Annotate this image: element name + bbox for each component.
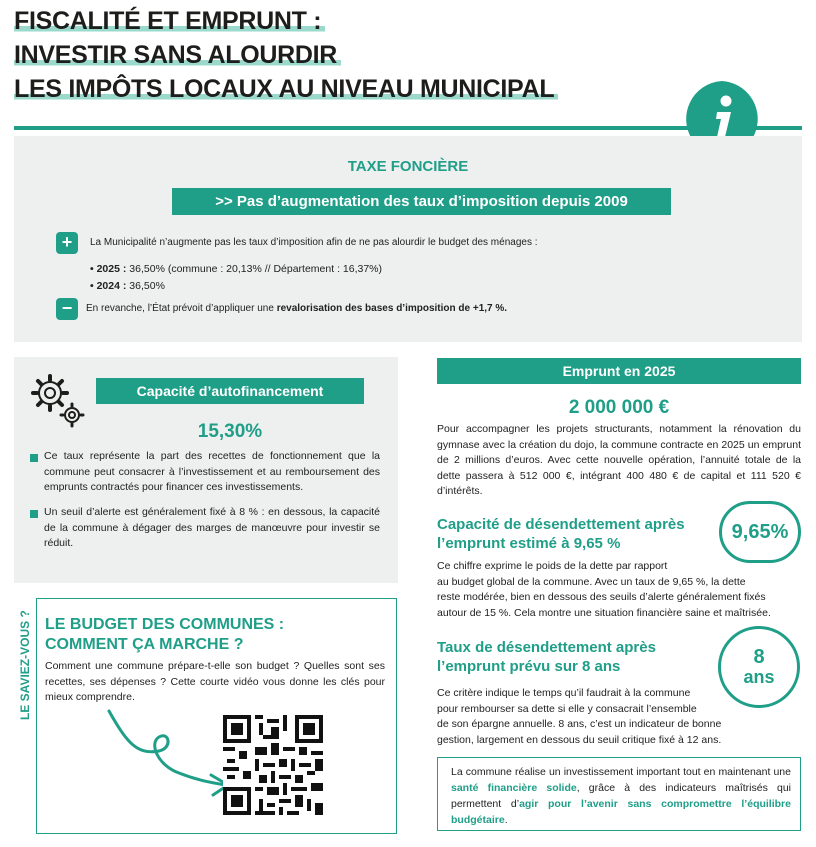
caf-value: 15,30%	[197, 421, 263, 442]
conclusion-text: La commune réalise un investissement important tout en maintenant une santé financière solide, grâce à des indicateurs maîtrisés qui permettent d’agir pour l’avenir sans compromettre l’équilibre budgétaire.	[451, 766, 791, 826]
capacite-title: Capacité de désendettement après l’emprunt estimé à 9,65 %	[437, 516, 685, 552]
svg-text:LE SAVIEZ-VOUS ?: LE SAVIEZ-VOUS ?	[18, 610, 32, 720]
tax-section	[14, 136, 802, 342]
taux-badge: 8 ans	[718, 626, 800, 708]
qr-code[interactable]	[223, 715, 323, 815]
tax-minus-text: En revanche, l’État prévoit d’appliquer une revalorisation des bases d’imposition de +1,7 %.	[86, 303, 508, 314]
bullet-marker	[30, 454, 38, 462]
budget-box	[36, 598, 397, 834]
title-line-2: INVESTIR SANS ALOURDIR	[14, 42, 341, 68]
capacite-text: Ce chiffre exprime le poids de la dette par rapport au budget global de la commune. Avec un taux de 9,65 %, la dette reste modérée, bien en dessous des seuils d’alerte généralement fixés autour de 15 %. Cela montre une situation financière saine et maîtrisée.	[437, 560, 771, 619]
plus-icon: +	[56, 232, 78, 254]
caf-title: Capacité d’autofinancement	[96, 378, 364, 404]
conclusion-box	[437, 757, 801, 831]
revalorisation-text: revalorisation des bases d’imposition de +1,7 %.	[276, 303, 508, 314]
gears-icon	[28, 371, 86, 429]
taux-title: Taux de désendettement après l’emprunt prévu sur 8 ans	[437, 639, 656, 675]
tax-plus-text: La Municipalité n’augmente pas les taux d’imposition afin de ne pas alourdir le budget des ménages :	[90, 237, 538, 248]
title-line-3: LES IMPÔTS LOCAUX AU NIVEAU MUNICIPAL	[14, 76, 558, 102]
arrow-icon	[107, 703, 237, 803]
rate-2024-value: 36,50%	[129, 280, 165, 292]
budget-title: LE BUDGET DES COMMUNES : COMMENT ÇA MARCHE ?	[45, 616, 285, 653]
budget-text: Comment une commune prépare-t-elle son budget ? Quelles sont ses recettes, ses dépenses ? Cette courte vidéo vous donne les clés pour mieux comprendre.	[45, 660, 385, 703]
tax-heading: TAXE FONCIÈRE	[347, 158, 469, 175]
caf-bullet-2: Un seuil d’alerte est généralement fixé à 8 % : en dessous, la capacité de la commune à dégager des marges de manœuvre pour investir se réduit.	[44, 506, 380, 549]
minus-icon: −	[56, 298, 78, 320]
tax-banner: >> Pas d’augmentation des taux d’imposition depuis 2009	[172, 188, 671, 215]
taux-text: Ce critère indique le temps qu’il faudrait à la commune pour rembourser sa dette si elle y consacrait l’ensemble de son épargne annuelle. 8 ans, c’est un indicateur de bonne gestion, largement en dessous du seuil critique fixé à 12 ans.	[437, 687, 722, 746]
bullet-marker	[30, 510, 38, 518]
emprunt-text: Pour accompagner les projets structurants, notamment la rénovation du gymnase avec la création du dojo, la commune contracte en 2025 un emprunt de 2 millions d’euros. Avec cette nouvelle opération, l’annuité totale de la dette passera à 512 000 €, intégrant 400 480 € de capital et 111 520 € d’intérêts.	[437, 423, 801, 497]
rate-2024	[90, 280, 165, 292]
rate-2024-label: • 2024 :	[90, 280, 127, 292]
emprunt-title: Emprunt en 2025	[437, 358, 801, 384]
caf-section	[14, 357, 398, 583]
side-label	[14, 600, 34, 720]
caf-bullet-1: Ce taux représente la part des recettes de fonctionnement que la commune peut consacrer à l’investissement et au remboursement des emprunts contractés pour financer ces investissements.	[44, 450, 380, 493]
title-line-1: FISCALITÉ ET EMPRUNT :	[14, 8, 325, 34]
rate-2025-value: 36,50% (commune : 20,13% // Département : 16,37%)	[129, 263, 383, 275]
rate-2025-label: • 2025 :	[90, 263, 127, 275]
rate-2025	[90, 263, 382, 275]
capacite-badge: 9,65%	[719, 501, 801, 563]
emprunt-value: 2 000 000 €	[568, 397, 670, 418]
